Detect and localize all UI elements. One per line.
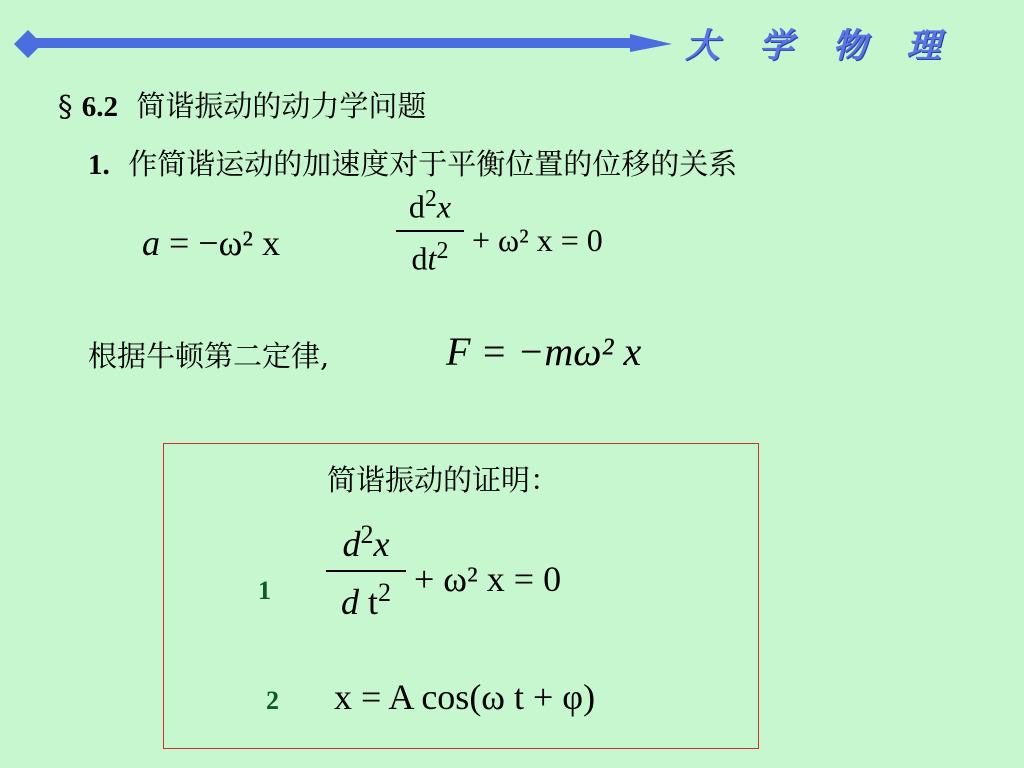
solution-equation: x = A cos(ω t + φ) (334, 677, 596, 717)
ode-num-exp: 2 (424, 186, 437, 212)
proof-den-var: t (367, 582, 378, 622)
step-1-number: 1 (258, 576, 271, 605)
section-title: 简谐振动的动力学问题 (136, 89, 427, 123)
section-symbol: § (58, 89, 73, 123)
ode-num-var: x (436, 188, 452, 225)
ode-rest: + ω² x = 0 (472, 222, 603, 258)
proof-num-var: x (373, 524, 390, 564)
item-heading (88, 142, 737, 183)
ode-fraction (396, 186, 464, 278)
proof-den-d: d (340, 582, 359, 622)
ode-den-d: d (411, 240, 428, 277)
proof-fraction-bar (326, 570, 406, 572)
proof-title: 简谐振动的证明： (327, 463, 560, 497)
acceleration-equation (142, 222, 280, 264)
proof-num-d: d (342, 524, 361, 564)
proof-num-exp: 2 (360, 520, 374, 549)
step-2-number: 2 (266, 686, 279, 715)
item-text: 作简谐运动的加速度对于平衡位置的位移的关系 (128, 147, 738, 181)
proof-ode-rest: + ω² x = 0 (414, 559, 562, 599)
ode-numerator (396, 186, 464, 230)
proof-den-exp: 2 (378, 578, 391, 607)
header-title: 大 学 物 理 (685, 26, 955, 66)
header-arrow (10, 26, 675, 62)
accel-rhs: = −ω² x (169, 223, 281, 263)
ode-den-var: t (427, 240, 437, 277)
proof-ode-fraction (326, 520, 406, 623)
section-number: 6.2 (81, 91, 118, 123)
item-number: 1. (88, 149, 110, 181)
ode-fraction-bar (396, 230, 464, 232)
ode-denominator (396, 238, 464, 278)
ode-num-d: d (408, 188, 425, 225)
proof-ode-denominator (326, 578, 406, 623)
section-heading (58, 84, 426, 125)
accel-lhs: a (142, 223, 160, 263)
force-equation: F = −mω² x (446, 329, 642, 374)
ode-den-exp: 2 (436, 238, 449, 264)
proof-ode-numerator (326, 520, 406, 570)
newton-label: 根据牛顿第二定律, (88, 339, 330, 373)
